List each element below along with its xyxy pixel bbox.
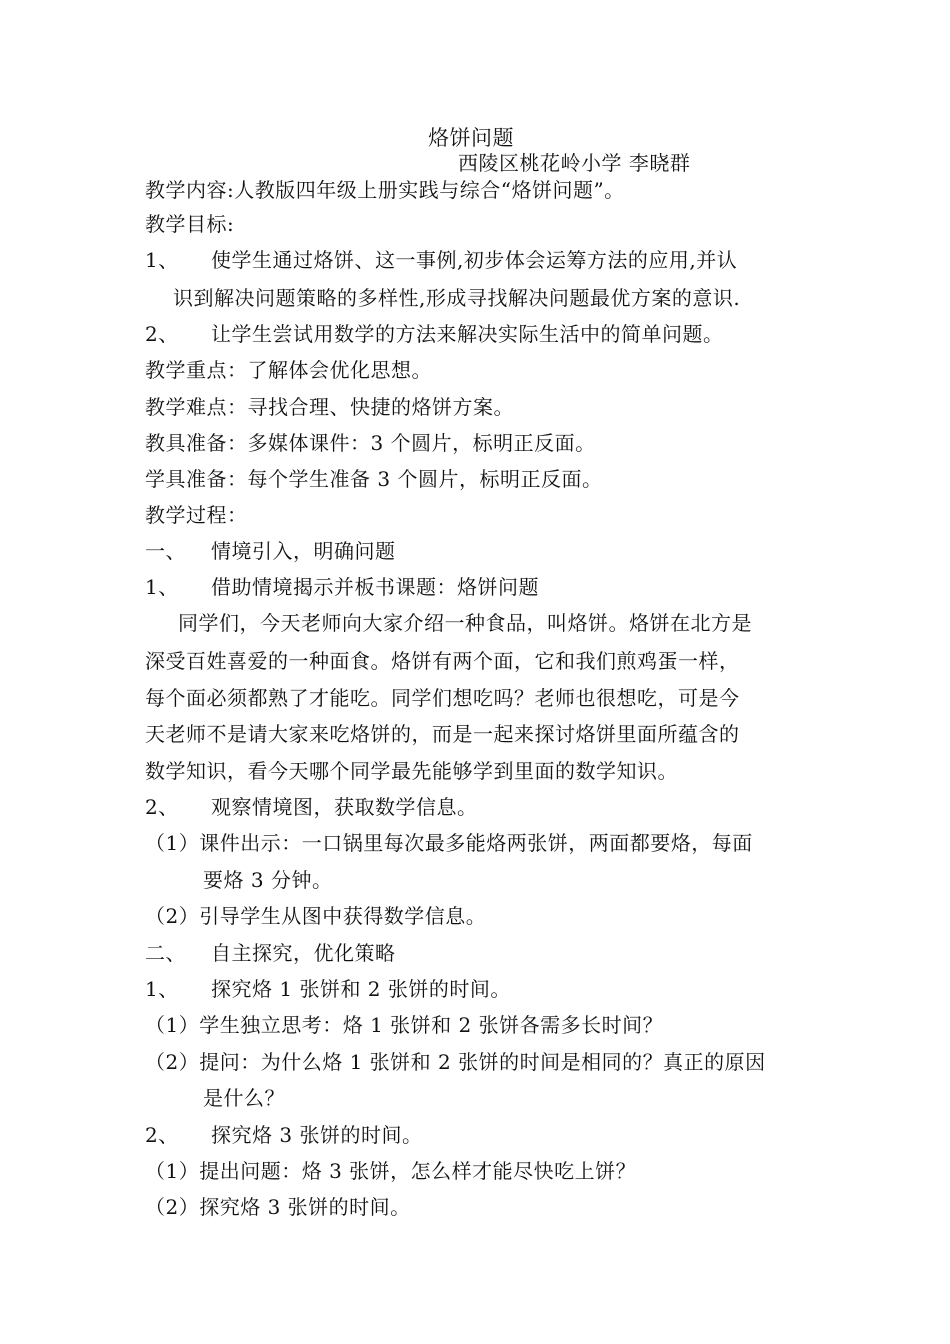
step-2-2-number: 2、: [145, 1123, 179, 1147]
item-2-2-text: 提问：为什么烙 1 张饼和 2 张饼的时间是相同的？真正的原因: [199, 1050, 766, 1074]
step-1-1-text: 借助情境揭示并板书课题：烙饼问题: [211, 575, 539, 599]
item-2-1-number: （1）: [145, 1013, 200, 1037]
item-1-1: [145, 829, 753, 857]
step-1-2-text: 观察情境图，获取数学信息。: [211, 795, 478, 819]
item-1-1-text: 课件出示：一口锅里每次最多能烙两张饼，两面都要烙，每面: [199, 831, 753, 855]
key-point: 教学重点：了解体会优化思想。: [145, 358, 432, 382]
goal-1-line-2: 识到解决问题策略的多样性,形成寻找解决问题最优方案的意识.: [173, 286, 741, 310]
item-2-2: [145, 1048, 766, 1076]
goal-1-text: 使学生通过烙饼、这一事例,初步体会运筹方法的应用,并认: [211, 248, 738, 272]
goals-heading: 教学目标:: [145, 212, 235, 236]
goal-2: [145, 320, 724, 348]
paragraph-line-2: 深受百姓喜爱的一种面食。烙饼有两个面，它和我们煎鸡蛋一样，: [145, 649, 740, 673]
section-1-heading: [145, 537, 396, 565]
difficulty: 教学难点：寻找合理、快捷的烙饼方案。: [145, 395, 514, 419]
goal-2-number: 2、: [145, 322, 179, 346]
section-1-number: 一、: [145, 539, 186, 563]
paragraph-line-5: 数学知识，看今天哪个同学最先能够学到里面的数学知识。: [145, 759, 678, 783]
item-2-2-number: （2）: [145, 1050, 200, 1074]
item-1-1-line-2: 要烙 3 分钟。: [203, 868, 333, 892]
paragraph-line-1: 同学们，今天老师向大家介绍一种食品，叫烙饼。烙饼在北方是: [178, 611, 752, 635]
goal-1-number: 1、: [145, 248, 179, 272]
step-1-2-number: 2、: [145, 795, 179, 819]
step-2-2-text: 探究烙 3 张饼的时间。: [211, 1123, 423, 1147]
step-1-1: [145, 573, 539, 601]
item-1-1-number: （1）: [145, 831, 200, 855]
goal-2-text: 让学生尝试用数学的方法来解决实际生活中的简单问题。: [211, 322, 724, 346]
student-prep: 学具准备：每个学生准备 3 个圆片，标明正反面。: [145, 467, 603, 491]
item-2-1-text: 学生独立思考：烙 1 张饼和 2 张饼各需多长时间？: [199, 1013, 664, 1037]
item-2-2-line-2: 是什么？: [203, 1086, 285, 1110]
item-3-2: [145, 1193, 411, 1221]
item-1-2-text: 引导学生从图中获得数学信息。: [199, 904, 487, 928]
section-2-text: 自主探究，优化策略: [211, 941, 396, 965]
item-3-2-number: （2）: [145, 1195, 200, 1219]
step-2-1: [145, 975, 511, 1003]
step-2-1-text: 探究烙 1 张饼和 2 张饼的时间。: [211, 977, 511, 1001]
item-1-2: [145, 902, 486, 930]
section-2-heading: [145, 939, 396, 967]
item-1-2-number: （2）: [145, 904, 200, 928]
doc-author: 西陵区桃花岭小学 李晓群: [458, 151, 691, 175]
paragraph-line-3: 每个面必须都熟了才能吃。同学们想吃吗？老师也很想吃，可是今: [145, 686, 740, 710]
process-heading: 教学过程：: [145, 503, 248, 527]
step-1-2: [145, 793, 478, 821]
section-2-number: 二、: [145, 941, 186, 965]
item-3-2-text: 探究烙 3 张饼的时间。: [199, 1195, 411, 1219]
step-2-1-number: 1、: [145, 977, 179, 1001]
item-2-1: [145, 1011, 663, 1039]
goal-1-line-1: [145, 246, 737, 274]
section-1-text: 情境引入，明确问题: [211, 539, 396, 563]
step-2-2: [145, 1121, 422, 1149]
step-1-1-number: 1、: [145, 575, 179, 599]
item-3-1-text: 提出问题：烙 3 张饼，怎么样才能尽快吃上饼？: [199, 1159, 637, 1183]
item-3-1-number: （1）: [145, 1159, 200, 1183]
item-3-1: [145, 1157, 636, 1185]
teaching-content: 教学内容:人教版四年级上册实践与综合“烙饼问题”。: [145, 178, 625, 202]
paragraph-line-4: 天老师不是请大家来吃烙饼的，而是一起来探讨烙饼里面所蕴含的: [145, 722, 740, 746]
doc-title: 烙饼问题: [428, 126, 514, 150]
teacher-prep: 教具准备：多媒体课件：3 个圆片，标明正反面。: [145, 431, 596, 455]
